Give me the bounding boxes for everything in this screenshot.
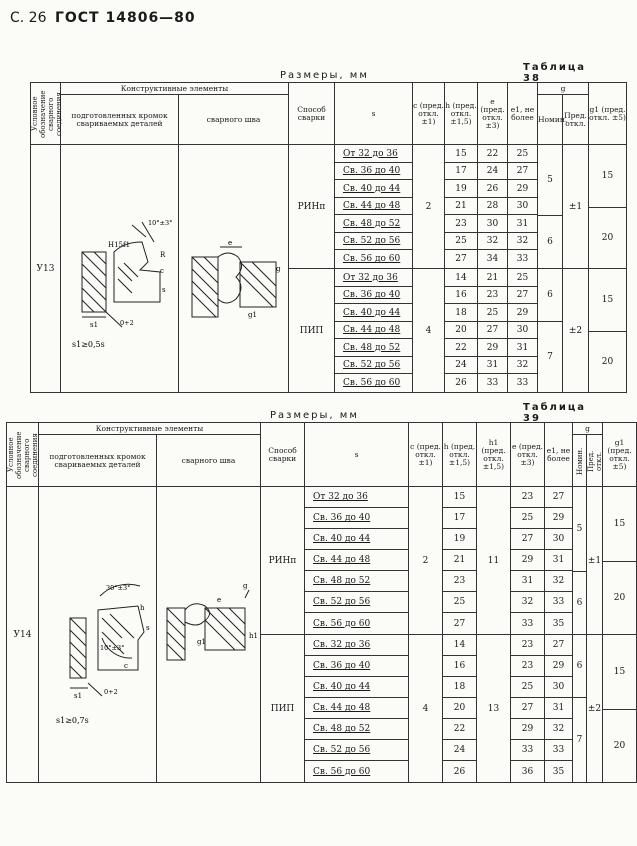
weld-g-label: g bbox=[243, 582, 248, 590]
e1-cell: 32 bbox=[508, 233, 537, 251]
h-cell: 18 bbox=[445, 304, 477, 322]
g-nom-cell: 6 bbox=[573, 635, 586, 698]
e1-cell: 35 bbox=[552, 618, 565, 629]
s-cell: Св. 32 до 36 bbox=[305, 635, 408, 656]
edge-preparation-drawing bbox=[40, 498, 156, 768]
e-cell: 25 bbox=[511, 508, 544, 529]
e1-cell: 29 bbox=[508, 304, 537, 322]
e-cell: 29 bbox=[478, 339, 507, 357]
c-cell: 2 bbox=[409, 487, 443, 635]
e1-cell: 25 bbox=[508, 145, 537, 163]
e1-cell: 29 bbox=[508, 180, 537, 198]
e-cell: 27 bbox=[511, 698, 544, 719]
sketch-gap-label: 0+2 bbox=[119, 319, 134, 327]
header-g-nom: Номин. bbox=[538, 95, 563, 145]
h-cell: 19 bbox=[445, 180, 477, 198]
s-cell: Св. 56 до 60 bbox=[343, 378, 401, 388]
s-cell: Св. 36 до 40 bbox=[305, 656, 408, 677]
e-cell: 31 bbox=[478, 357, 507, 375]
h-cell: 24 bbox=[445, 357, 477, 375]
h-cell: 17 bbox=[443, 508, 476, 529]
e-cell: 26 bbox=[478, 180, 507, 198]
c-cell: 4 bbox=[409, 635, 443, 783]
g-dev-cell: ±1 bbox=[563, 145, 589, 269]
table1-number: Таблица 38 bbox=[523, 62, 587, 84]
s-cell: Св. 52 до 56 bbox=[335, 357, 412, 375]
weld-g1-label: g1 bbox=[197, 638, 206, 646]
sketch-h-label: h bbox=[139, 604, 145, 612]
e-cell: 27 bbox=[511, 529, 544, 550]
e-cell: 31 bbox=[511, 571, 544, 592]
edge-sketch bbox=[39, 487, 157, 783]
s-cell: Св. 44 до 48 bbox=[335, 198, 412, 216]
e1-cell: 31 bbox=[508, 339, 537, 357]
s-cell: Св. 40 до 44 bbox=[305, 529, 408, 550]
table1-caption: Размеры, мм bbox=[280, 70, 369, 81]
weld-sketch bbox=[157, 487, 261, 783]
header-g-dev: Пред. откл. bbox=[587, 449, 603, 472]
header-elements: Конструктивные элементы bbox=[39, 423, 261, 435]
h-cell: 26 bbox=[453, 766, 466, 777]
header-h: h (пред. откл. ±1,5) bbox=[445, 83, 478, 145]
e1-cell: 30 bbox=[508, 322, 537, 340]
s-cell: Св. 44 до 48 bbox=[305, 698, 408, 719]
header-g: g bbox=[538, 83, 589, 95]
header-designation: Условное обозначение сварного соединения bbox=[7, 430, 39, 479]
g-dev-cell: ±2 bbox=[587, 635, 603, 783]
designation-cell: У14 bbox=[7, 487, 39, 783]
e1-cell: 27 bbox=[545, 487, 572, 508]
header-c: c (пред. откл. ±1) bbox=[409, 423, 443, 487]
header-weld: сварного шва bbox=[179, 95, 289, 145]
sketch-s-label: s bbox=[161, 286, 166, 294]
s-cell: Св. 40 до 44 bbox=[335, 304, 412, 322]
e-cell: 22 bbox=[478, 145, 507, 163]
page-number: С. 26 bbox=[10, 10, 47, 26]
h-cell: 22 bbox=[445, 339, 477, 357]
e1-cell: 35 bbox=[552, 766, 565, 777]
sketch-s1-note: s1≥0,5s bbox=[71, 340, 105, 349]
standard-number: ГОСТ 14806—80 bbox=[54, 10, 196, 26]
header-prepared-edges: подготовленных кромок свариваемых деталей bbox=[39, 435, 157, 487]
h-cell: 14 bbox=[443, 635, 476, 656]
header-c: c (пред. откл. ±1) bbox=[413, 83, 445, 145]
e1-cell: 27 bbox=[508, 163, 537, 181]
sketch-angle-label: 10°±3° bbox=[147, 219, 172, 227]
e1-cell: 29 bbox=[545, 656, 572, 677]
e-cell: 24 bbox=[478, 163, 507, 181]
h-cell: 22 bbox=[443, 719, 476, 740]
weld-g1-label: g1 bbox=[247, 311, 257, 319]
s-cell: Св. 40 до 44 bbox=[305, 677, 408, 698]
e1-cell: 32 bbox=[545, 719, 572, 740]
weld-e-label: e bbox=[217, 596, 222, 604]
e1-cell: 30 bbox=[545, 529, 572, 550]
g1-cell: 15 bbox=[589, 145, 626, 208]
s-cell: Св. 48 до 52 bbox=[305, 571, 408, 592]
h-cell: 15 bbox=[443, 487, 476, 508]
e-cell: 25 bbox=[478, 304, 507, 322]
g1-cell: 20 bbox=[613, 741, 626, 751]
header-elements: Конструктивные элементы bbox=[61, 83, 289, 95]
header-method: Способ сварки bbox=[261, 423, 305, 487]
sketch-c-label: c bbox=[123, 662, 128, 670]
h-cell: 21 bbox=[443, 550, 476, 571]
table1 bbox=[30, 82, 627, 393]
header-g-nom: Номин. bbox=[575, 446, 584, 475]
s-cell: Св. 44 до 48 bbox=[335, 322, 412, 340]
e-cell: 23 bbox=[511, 656, 544, 677]
g1-cell: 15 bbox=[589, 269, 626, 332]
header-h1: h1 (пред. откл. ±1,5) bbox=[477, 423, 511, 487]
e-cell: 23 bbox=[511, 635, 544, 656]
page-header bbox=[10, 10, 196, 26]
h-cell: 27 bbox=[455, 254, 467, 264]
edge-sketch bbox=[61, 145, 179, 393]
e-cell: 36 bbox=[521, 766, 534, 777]
h-cell: 23 bbox=[443, 571, 476, 592]
weld-h1-label: h1 bbox=[249, 632, 258, 640]
e-cell: 33 bbox=[521, 618, 534, 629]
e1-cell: 30 bbox=[508, 198, 537, 216]
s-cell: Св. 40 до 44 bbox=[335, 180, 412, 198]
h-cell: 26 bbox=[455, 378, 467, 388]
e-cell: 29 bbox=[511, 719, 544, 740]
s-cell: Св. 56 до 60 bbox=[313, 618, 371, 629]
g1-cell: 15 bbox=[603, 635, 636, 710]
g-nom-cell: 5 bbox=[538, 145, 562, 216]
sketch-angle2-label: 10°±3° bbox=[99, 644, 124, 652]
h-cell: 27 bbox=[453, 618, 466, 629]
s-cell: Св. 44 до 48 bbox=[305, 550, 408, 571]
s-cell: Св. 52 до 56 bbox=[305, 592, 408, 613]
e1-cell: 32 bbox=[508, 357, 537, 375]
method-cell: ПИП bbox=[261, 635, 305, 783]
s-cell: Св. 52 до 56 bbox=[305, 740, 408, 761]
g-nom-cell: 6 bbox=[538, 269, 562, 322]
edge-preparation-drawing bbox=[62, 167, 178, 367]
designation-cell: У13 bbox=[31, 145, 61, 393]
h-cell: 25 bbox=[443, 592, 476, 613]
header-prepared-edges: подготовленных кромок свариваемых деталей bbox=[61, 95, 179, 145]
sketch-r-label: R bbox=[159, 251, 165, 259]
s-cell: Св. 48 до 52 bbox=[335, 215, 412, 233]
e-cell: 21 bbox=[478, 269, 507, 287]
h-cell: 19 bbox=[443, 529, 476, 550]
h1-cell: 11 bbox=[477, 487, 511, 635]
e-cell: 33 bbox=[486, 378, 499, 388]
e1-cell: 27 bbox=[508, 287, 537, 305]
weld-sketch bbox=[179, 145, 289, 393]
e1-cell: 31 bbox=[545, 698, 572, 719]
g-dev-cell: ±1 bbox=[587, 487, 603, 635]
method-cell: ПИП bbox=[289, 269, 335, 393]
header-g1: g1 (пред. откл. ±5) bbox=[603, 423, 637, 487]
table2-caption: Размеры, мм bbox=[270, 410, 359, 421]
h-cell: 16 bbox=[443, 656, 476, 677]
weld-e-label: e bbox=[227, 239, 232, 247]
method-cell: РИНп bbox=[289, 145, 335, 269]
h-cell: 17 bbox=[445, 163, 477, 181]
s-cell: Св. 56 до 60 bbox=[313, 766, 371, 777]
h-cell: 15 bbox=[445, 145, 477, 163]
sketch-s1-note: s1≥0,7s bbox=[55, 716, 89, 725]
s-cell: Св. 48 до 52 bbox=[305, 719, 408, 740]
e-cell: 23 bbox=[511, 487, 544, 508]
s-cell: Св. 36 до 40 bbox=[335, 287, 412, 305]
sketch-s1-label: s1 bbox=[73, 692, 82, 700]
header-e1: e1, не более bbox=[545, 423, 573, 487]
header-s: s bbox=[335, 83, 413, 145]
e-cell: 28 bbox=[478, 198, 507, 216]
e1-cell: 30 bbox=[545, 677, 572, 698]
c-cell: 4 bbox=[413, 269, 445, 393]
c-cell: 2 bbox=[413, 145, 445, 269]
e1-cell: 29 bbox=[545, 508, 572, 529]
e-cell: 32 bbox=[478, 233, 507, 251]
s-cell: Св. 36 до 40 bbox=[305, 508, 408, 529]
h-cell: 21 bbox=[445, 198, 477, 216]
header-weld: сварного шва bbox=[157, 435, 261, 487]
s-cell: От 32 до 36 bbox=[335, 145, 412, 163]
header-g1: g1 (пред. откл. ±5) bbox=[589, 83, 627, 145]
sketch-s-label: s bbox=[145, 624, 150, 632]
s-cell: Св. 56 до 60 bbox=[343, 254, 401, 264]
g1-cell: 20 bbox=[601, 233, 614, 243]
g1-cell: 20 bbox=[601, 357, 614, 367]
g-nom-cell: 6 bbox=[547, 237, 553, 247]
e1-cell: 31 bbox=[508, 215, 537, 233]
h-cell: 23 bbox=[445, 215, 477, 233]
sketch-c-label: c bbox=[159, 267, 164, 275]
table2-number: Таблица 39 bbox=[523, 402, 587, 424]
e-cell: 33 bbox=[511, 740, 544, 761]
e1-cell: 33 bbox=[516, 254, 529, 264]
h-cell: 24 bbox=[443, 740, 476, 761]
header-g-dev: Пред. откл. bbox=[563, 95, 589, 145]
h1-cell: 13 bbox=[477, 635, 511, 783]
g1-cell: 15 bbox=[603, 487, 636, 562]
e1-cell: 32 bbox=[545, 571, 572, 592]
h-cell: 25 bbox=[445, 233, 477, 251]
s-cell: Св. 48 до 52 bbox=[335, 339, 412, 357]
e-cell: 34 bbox=[486, 254, 499, 264]
e1-cell: 33 bbox=[516, 378, 529, 388]
s-cell: Св. 36 до 40 bbox=[335, 163, 412, 181]
e1-cell: 25 bbox=[508, 269, 537, 287]
h-cell: 20 bbox=[443, 698, 476, 719]
header-g: g bbox=[573, 423, 603, 435]
h-cell: 18 bbox=[443, 677, 476, 698]
s-cell: От 32 до 36 bbox=[305, 487, 408, 508]
e-cell: 32 bbox=[511, 592, 544, 613]
weld-drawing bbox=[157, 498, 261, 768]
h-cell: 16 bbox=[445, 287, 477, 305]
g-nom-cell: 5 bbox=[573, 487, 586, 572]
table2 bbox=[6, 422, 637, 783]
header-method: Способ сварки bbox=[289, 83, 335, 145]
header-e1: e1, не более bbox=[508, 83, 538, 145]
sketch-gap-label: 0+2 bbox=[103, 688, 118, 696]
weld-g-label: g bbox=[275, 265, 280, 273]
e-cell: 23 bbox=[478, 287, 507, 305]
g-dev-cell: ±2 bbox=[563, 269, 589, 393]
sketch-angle1-label: 30°±3° bbox=[105, 584, 130, 592]
header-e: e (пред. откл. ±3) bbox=[511, 423, 545, 487]
e1-cell: 31 bbox=[545, 550, 572, 571]
g-nom-cell: 7 bbox=[547, 352, 553, 362]
e-cell: 27 bbox=[478, 322, 507, 340]
sketch-s1-label: s1 bbox=[89, 321, 98, 329]
header-s: s bbox=[305, 423, 409, 487]
e-cell: 29 bbox=[511, 550, 544, 571]
e-cell: 30 bbox=[478, 215, 507, 233]
weld-drawing bbox=[180, 167, 288, 367]
h-cell: 20 bbox=[445, 322, 477, 340]
e1-cell: 27 bbox=[545, 635, 572, 656]
e1-cell: 33 bbox=[545, 740, 572, 761]
header-designation: Условное обозначение сварного соединения bbox=[31, 89, 63, 138]
g1-cell: 20 bbox=[613, 593, 626, 603]
g-nom-cell: 7 bbox=[576, 735, 583, 745]
g-nom-cell: 6 bbox=[576, 598, 583, 608]
e1-cell: 33 bbox=[545, 592, 572, 613]
e-cell: 25 bbox=[511, 677, 544, 698]
header-h: h (пред. откл. ±1,5) bbox=[443, 423, 477, 487]
sketch-fit-label: H15f1 bbox=[107, 241, 130, 249]
h-cell: 14 bbox=[445, 269, 477, 287]
method-cell: РИНп bbox=[261, 487, 305, 635]
s-cell: Св. 52 до 56 bbox=[335, 233, 412, 251]
header-e: e (пред. откл. ±3) bbox=[478, 83, 508, 145]
s-cell: От 32 до 36 bbox=[335, 269, 412, 287]
